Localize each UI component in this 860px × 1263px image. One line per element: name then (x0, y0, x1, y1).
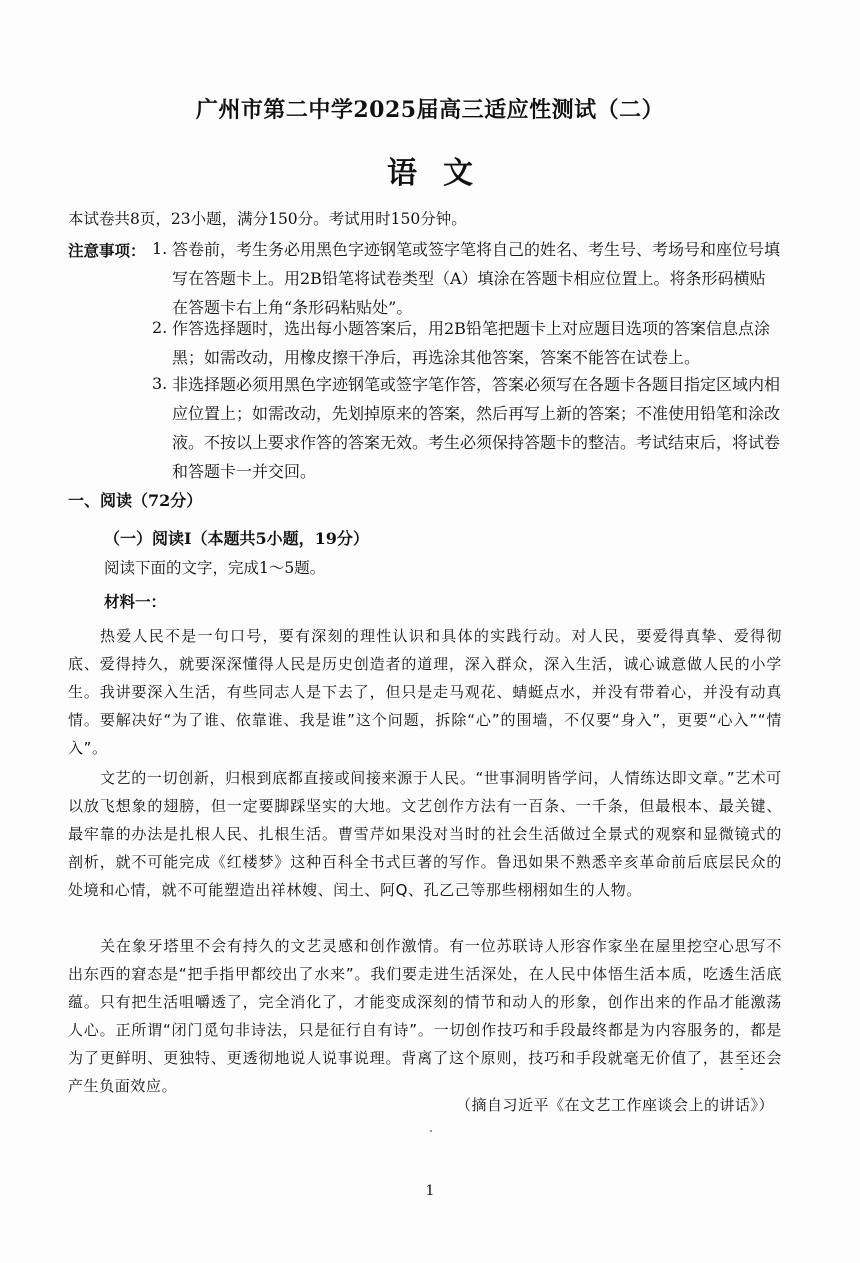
notice-item-2: 作答选择题时，选出每小题答案后，用2B铅笔把题卡上对应题目选项的答案信息点涂黑；如需改动，用橡皮擦干净后，再选涂其他答案，答案不能答在试卷上。 (172, 319, 770, 367)
subsection-heading: （一）阅读Ⅰ（本题共5小题，19分） (104, 529, 369, 548)
notice-item-1: 答卷前，考生务必用黑色字迹钢笔或签字笔将自己的姓名、考生号、考场号和座位号填写在答题卡上。用2B铅笔将试卷类型（A）填涂在答题卡相应位置上。将条形码横贴在答题卡右上角“条形码粘贴处”。 (172, 240, 781, 317)
section-heading: 一、阅读（72分） (68, 491, 203, 510)
scan-speck (430, 1130, 432, 1132)
reading-instruction: 阅读下面的文字，完成1～5题。 (104, 559, 326, 577)
paragraph-3: 关在象牙塔里不会有持久的文艺灵感和创作激情。有一位苏联诗人形容作家坐在屋里挖空心思写不出东西的窘态是“把手指甲都绞出了水来”。我们要走进生活深处，在人民中体悟生活本质，吃透生活底蕴。只有把生活咀嚼透了，完全消化了，才能变成深刻的情节和动人的形象，创作出来的作品才能激荡人心。正所谓“闭门觅句非诗法，只是征行自有诗”。一切创作技巧和手段最终都是为内容服务的，都是为了更鲜明、更独特、更透彻地说人说事说理。背离了这个原则，技巧和手段就毫无价值了，甚至还会产生负面效应。 (68, 937, 782, 1095)
paragraph-2: 文艺的一切创新，归根到底都直接或间接来源于人民。“世事洞明皆学问，人情练达即文章。”艺术可以放飞想象的翅膀，但一定要脚踩坚实的大地。文艺创作方法有一百条、一千条，但最根本、最关键、最牢靠的办法是扎根人民、扎根生活。曹雪芹如果没对当时的社会生活做过全景式的观察和显微镜式的剖析，就不可能完成《红楼梦》这种百科全书式巨著的写作。鲁迅如果不熟悉辛亥革命前后底层民众的处境和心情，就不可能塑造出祥林嫂、闰土、阿Q、孔乙己等那些栩栩如生的人物。 (68, 769, 782, 899)
notice-item-number: 1. (152, 239, 168, 258)
exam-meta: 本试卷共8页，23小题，满分150分。考试用时150分钟。 (68, 210, 467, 228)
source-citation: （摘自习近平《在文艺工作座谈会上的讲话》） (455, 1096, 774, 1114)
scan-speck (740, 1068, 743, 1070)
notice-item-number: 2. (152, 318, 168, 337)
page-number: 1 (425, 1183, 435, 1199)
subject-title: 语文 (387, 156, 499, 191)
material-label: 材料一： (104, 592, 167, 611)
notice-label: 注意事项： (68, 241, 146, 260)
paragraph-1: 热爱人民不是一句口号，要有深刻的理性认识和具体的实践行动。对人民，要爱得真挚、爱得彻底、爱得持久，就要深深懂得人民是历史创造者的道理，深入群众，深入生活，诚心诚意做人民的小学生。我讲要深入生活，有些同志人是下去了，但只是走马观花、蜻蜓点水，并没有带着心，并没有动真情。要解决好“为了谁、依靠谁、我是谁”这个问题，拆除“心”的围墙，不仅要“身入”，更要“心入”“情入”。 (68, 627, 782, 757)
notice-item-number: 3. (152, 374, 168, 393)
notice-item-3: 非选择题必须用黑色字迹钢笔或签字笔作答，答案必须写在各题卡各题目指定区域内相应位置上；如需改动，先划掉原来的答案，然后再写上新的答案；不准使用铅笔和涂改液。不按以上要求作答的答案无效。考生必须保持答题卡的整洁。考试结束后，将试卷和答题卡一并交回。 (172, 375, 781, 481)
exam-title: 广州市第二中学2025届高三适应性测试（二） (195, 97, 665, 123)
